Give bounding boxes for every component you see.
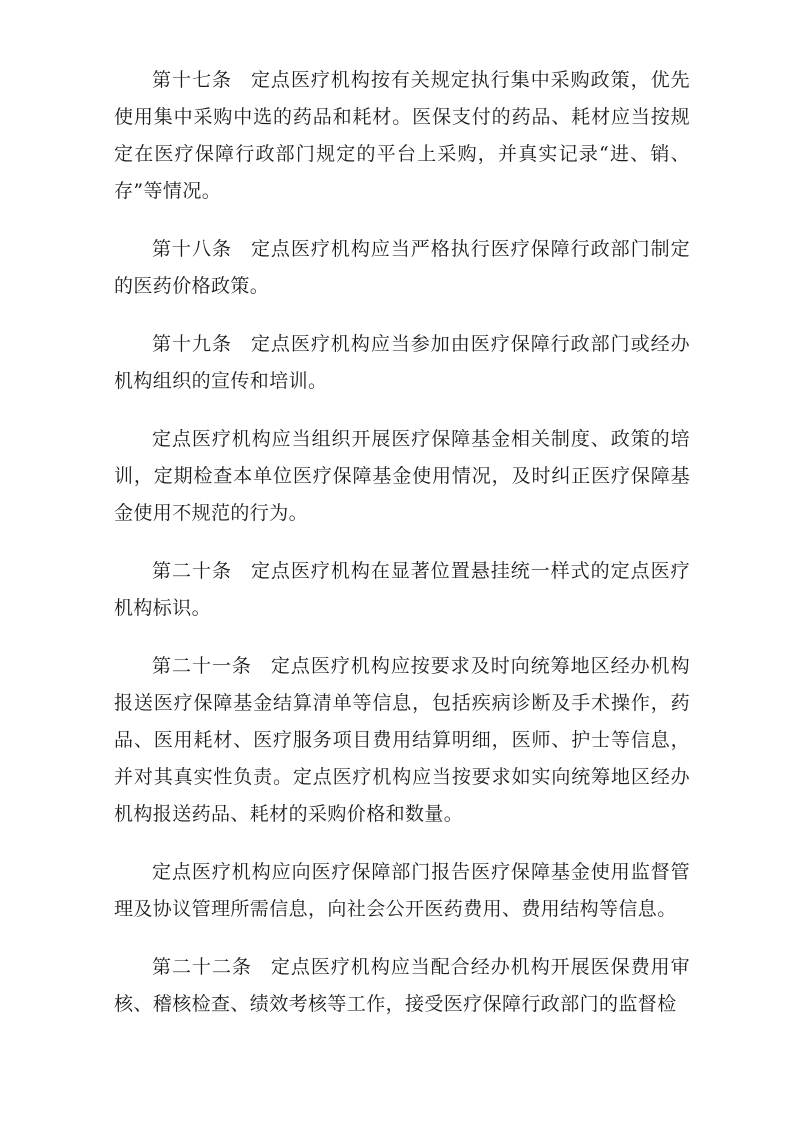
article-number: 第十七条	[152, 69, 232, 91]
paragraph-article-19-cont	[114, 421, 690, 532]
paragraph-text: 定点医疗机构应当组织开展医疗保障基金相关制度、政策的培训，定期检查本单位医疗保障基金使用情况，及时纠正医疗保障基金使用不规范的行为。	[114, 428, 690, 524]
article-number: 第十九条	[152, 333, 232, 355]
paragraph-text: 定点医疗机构应当参加由医疗保障行政部门或经办机构组织的宣传和培训。	[114, 333, 690, 392]
paragraph-text: 定点医疗机构在显著位置悬挂统一样式的定点医疗机构标识。	[114, 560, 690, 619]
paragraph-article-17	[114, 62, 690, 210]
paragraph-text: 定点医疗机构应当严格执行医疗保障行政部门制定的医药价格政策。	[114, 238, 690, 297]
article-number: 第二十一条	[152, 655, 252, 677]
paragraph-article-19	[114, 326, 690, 400]
paragraph-article-21	[114, 648, 690, 833]
paragraph-article-21-cont	[114, 854, 690, 928]
article-number: 第十八条	[152, 238, 232, 260]
paragraph-text: 定点医疗机构应按要求及时向统筹地区经办机构报送医疗保障基金结算清单等信息，包括疾病诊断及手术操作，药品、医用耗材、医疗服务项目费用结算明细，医师、护士等信息，并对其真实性负责。定点医疗机构应当按要求如实向统筹地区经办机构报送药品、耗材的采购价格和数量。	[114, 655, 690, 825]
paragraph-text: 定点医疗机构应向医疗保障部门报告医疗保障基金使用监督管理及协议管理所需信息，向社会公开医药费用、费用结构等信息。	[114, 861, 690, 920]
article-number: 第二十条	[152, 560, 232, 582]
paragraph-article-18	[114, 231, 690, 305]
paragraph-article-20	[114, 553, 690, 627]
paragraph-article-22	[114, 949, 690, 1023]
document-page	[114, 62, 690, 1044]
paragraph-text: 定点医疗机构按有关规定执行集中采购政策，优先使用集中采购中选的药品和耗材。医保支付的药品、耗材应当按规定在医疗保障行政部门规定的平台上采购，并真实记录“进、销、存”等情况。	[114, 69, 690, 202]
article-number: 第二十二条	[152, 956, 252, 978]
paragraph-text: 定点医疗机构应当配合经办机构开展医保费用审核、稽核检查、绩效考核等工作，接受医疗保障行政部门的监督检	[114, 956, 690, 1015]
